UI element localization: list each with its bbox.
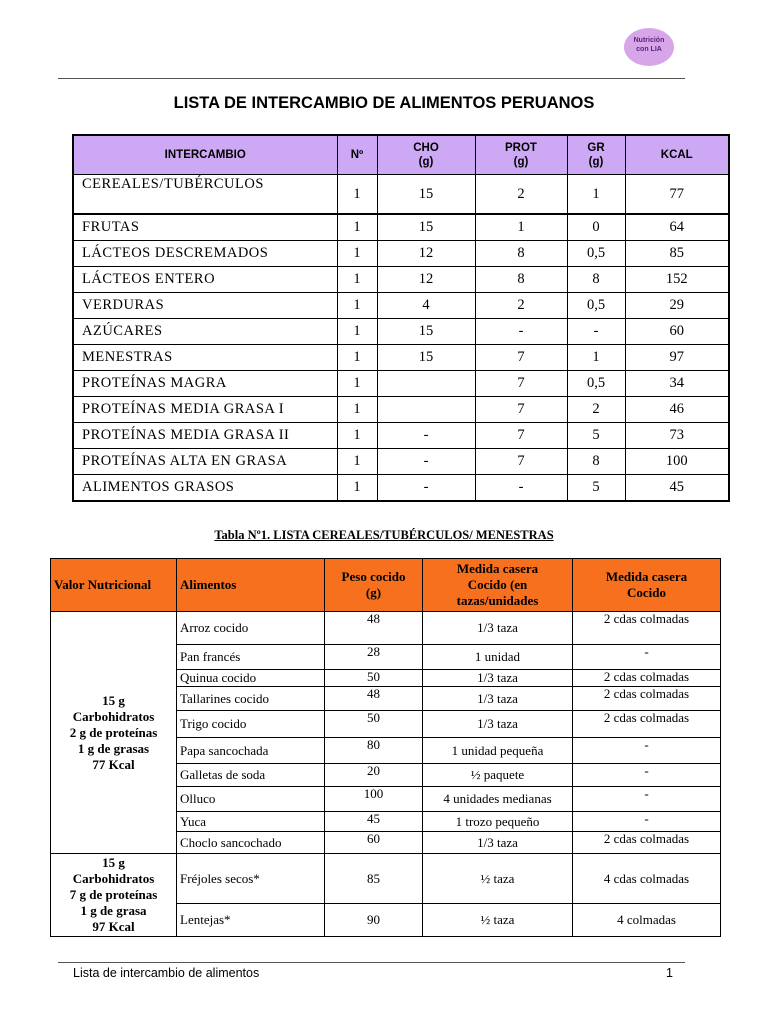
cell-prot: 2 bbox=[475, 293, 567, 319]
cell-line: Medida casera bbox=[456, 561, 539, 576]
cell-gr: 0,5 bbox=[567, 293, 625, 319]
cereal-header-row bbox=[51, 559, 721, 612]
cell-num: 1 bbox=[337, 449, 377, 475]
cell-peso: 80 bbox=[325, 738, 423, 764]
cell-cho: - bbox=[377, 423, 475, 449]
header-intercambio: INTERCAMBIO bbox=[73, 135, 337, 175]
cell-food: Lentejas* bbox=[177, 904, 325, 937]
cell-line: Carbohidratos bbox=[72, 871, 155, 886]
cell-cho: 12 bbox=[377, 241, 475, 267]
cell-kcal: 77 bbox=[625, 175, 729, 215]
table-row bbox=[73, 371, 729, 397]
table-row bbox=[73, 449, 729, 475]
cell-name: CEREALES/TUBÉRCULOS bbox=[73, 175, 337, 215]
cell-cho: 15 bbox=[377, 175, 475, 215]
header-rule bbox=[58, 78, 685, 79]
logo-line-1: Nutrición bbox=[633, 37, 665, 44]
cell-medida2: 2 cdas colmadas bbox=[573, 711, 721, 738]
cell-gr: 8 bbox=[567, 449, 625, 475]
cell-peso: 50 bbox=[325, 711, 423, 738]
cell-name: ALIMENTOS GRASOS bbox=[73, 475, 337, 502]
cell-medida: 1/3 taza bbox=[423, 711, 573, 738]
header-gr bbox=[567, 135, 625, 175]
cell-line: 1 g de grasas bbox=[77, 740, 150, 756]
table-row bbox=[73, 319, 729, 345]
cell-medida: 1/3 taza bbox=[423, 612, 573, 645]
cell-food: Choclo sancochado bbox=[177, 832, 325, 854]
cell-cho: - bbox=[377, 475, 475, 502]
table-row bbox=[73, 175, 729, 215]
cell-kcal: 34 bbox=[625, 371, 729, 397]
cell-kcal: 29 bbox=[625, 293, 729, 319]
cell-kcal: 100 bbox=[625, 449, 729, 475]
caption-text: Tabla Nº1. LISTA CEREALES/TUBÉRCULOS/ MENESTRAS bbox=[214, 528, 554, 542]
cell-medida2: 2 cdas colmadas bbox=[573, 832, 721, 854]
cell-medida: ½ taza bbox=[423, 854, 573, 904]
cell-peso: 100 bbox=[325, 787, 423, 812]
cell-peso: 20 bbox=[325, 764, 423, 787]
cell-medida2: - bbox=[573, 787, 721, 812]
cell-cho: - bbox=[377, 449, 475, 475]
cell-gr: - bbox=[567, 319, 625, 345]
cell-num: 1 bbox=[337, 397, 377, 423]
table-row bbox=[73, 293, 729, 319]
exchange-header-row bbox=[73, 135, 729, 175]
cell-cho: 15 bbox=[377, 319, 475, 345]
cell-line: Medida casera bbox=[605, 569, 688, 584]
cell-line: 2 g de proteínas bbox=[69, 724, 158, 740]
cell-line: tazas/unidades bbox=[456, 593, 539, 608]
cell-line: Peso cocido bbox=[341, 569, 406, 584]
cell-cho: 15 bbox=[377, 214, 475, 241]
table-row bbox=[51, 612, 721, 645]
cell-num: 1 bbox=[337, 293, 377, 319]
table-row bbox=[73, 345, 729, 371]
cell-name: PROTEÍNAS MAGRA bbox=[73, 371, 337, 397]
cell-line: (g) bbox=[588, 156, 604, 168]
cell-peso: 50 bbox=[325, 670, 423, 687]
cell-line: (g) bbox=[418, 156, 434, 168]
header-alimentos: Alimentos bbox=[177, 559, 325, 612]
cell-medida2: 4 colmadas bbox=[573, 904, 721, 937]
cell-food: Fréjoles secos* bbox=[177, 854, 325, 904]
cell-kcal: 45 bbox=[625, 475, 729, 502]
cell-medida2: - bbox=[573, 645, 721, 670]
cell-line: GR bbox=[587, 142, 605, 154]
cell-peso: 48 bbox=[325, 612, 423, 645]
header-medida-casera-cocido bbox=[573, 559, 721, 612]
cell-medida2: - bbox=[573, 738, 721, 764]
cell-prot: 7 bbox=[475, 371, 567, 397]
cell-cho bbox=[377, 371, 475, 397]
cell-gr: 0,5 bbox=[567, 241, 625, 267]
cell-prot: 7 bbox=[475, 397, 567, 423]
cell-medida2: 4 cdas colmadas bbox=[573, 854, 721, 904]
cell-kcal: 97 bbox=[625, 345, 729, 371]
header-num: Nº bbox=[337, 135, 377, 175]
cell-num: 1 bbox=[337, 241, 377, 267]
cell-num: 1 bbox=[337, 319, 377, 345]
cell-num: 1 bbox=[337, 475, 377, 502]
cell-cho bbox=[377, 397, 475, 423]
footer-rule bbox=[58, 962, 685, 963]
cell-food: Tallarines cocido bbox=[177, 687, 325, 711]
cell-gr: 5 bbox=[567, 423, 625, 449]
cell-prot: 7 bbox=[475, 345, 567, 371]
cell-food: Olluco bbox=[177, 787, 325, 812]
cell-name: VERDURAS bbox=[73, 293, 337, 319]
cell-cho: 12 bbox=[377, 267, 475, 293]
cell-peso: 85 bbox=[325, 854, 423, 904]
cell-food: Yuca bbox=[177, 812, 325, 832]
cell-medida: 1/3 taza bbox=[423, 687, 573, 711]
cell-prot: 1 bbox=[475, 214, 567, 241]
cell-gr: 2 bbox=[567, 397, 625, 423]
exchange-table bbox=[72, 134, 730, 502]
cell-medida2: 2 cdas colmadas bbox=[573, 687, 721, 711]
cell-gr: 0,5 bbox=[567, 371, 625, 397]
cereal-table bbox=[50, 558, 721, 937]
table-row bbox=[73, 475, 729, 502]
cell-name: FRUTAS bbox=[73, 214, 337, 241]
cell-prot: 7 bbox=[475, 449, 567, 475]
cell-num: 1 bbox=[337, 267, 377, 293]
cell-gr: 8 bbox=[567, 267, 625, 293]
cell-line: 15 g bbox=[102, 692, 125, 708]
cell-medida: ½ paquete bbox=[423, 764, 573, 787]
cell-peso: 28 bbox=[325, 645, 423, 670]
cell-kcal: 60 bbox=[625, 319, 729, 345]
page-number: 1 bbox=[666, 966, 673, 980]
cell-name: LÁCTEOS DESCREMADOS bbox=[73, 241, 337, 267]
cell-food: Pan francés bbox=[177, 645, 325, 670]
cell-name: PROTEÍNAS MEDIA GRASA II bbox=[73, 423, 337, 449]
table-row bbox=[73, 214, 729, 241]
cell-medida: 1 unidad pequeña bbox=[423, 738, 573, 764]
footer-title: Lista de intercambio de alimentos bbox=[73, 966, 260, 980]
cell-name: LÁCTEOS ENTERO bbox=[73, 267, 337, 293]
cell-medida2: - bbox=[573, 812, 721, 832]
cell-kcal: 73 bbox=[625, 423, 729, 449]
cell-food: Quinua cocido bbox=[177, 670, 325, 687]
cell-name: PROTEÍNAS ALTA EN GRASA bbox=[73, 449, 337, 475]
cell-medida2: 2 cdas colmadas bbox=[573, 612, 721, 645]
cell-prot: 2 bbox=[475, 175, 567, 215]
cell-name: MENESTRAS bbox=[73, 345, 337, 371]
cell-prot: - bbox=[475, 319, 567, 345]
header-valor-nutricional: Valor Nutricional bbox=[51, 559, 177, 612]
cell-name: AZÚCARES bbox=[73, 319, 337, 345]
cell-gr: 1 bbox=[567, 175, 625, 215]
table-row bbox=[51, 854, 721, 904]
cell-num: 1 bbox=[337, 371, 377, 397]
cell-medida: 4 unidades medianas bbox=[423, 787, 573, 812]
cell-medida: 1/3 taza bbox=[423, 670, 573, 687]
cell-gr: 5 bbox=[567, 475, 625, 502]
nutricion-con-lia-logo bbox=[624, 28, 674, 66]
cell-line: Cocido bbox=[627, 585, 666, 600]
cell-medida2: 2 cdas colmadas bbox=[573, 670, 721, 687]
table-caption bbox=[0, 528, 768, 543]
cell-line: (g) bbox=[365, 585, 382, 600]
cell-medida: ½ taza bbox=[423, 904, 573, 937]
cell-kcal: 85 bbox=[625, 241, 729, 267]
cell-line: 7 g de proteínas bbox=[69, 887, 158, 902]
cell-num: 1 bbox=[337, 175, 377, 215]
table-row bbox=[73, 241, 729, 267]
cell-medida2: - bbox=[573, 764, 721, 787]
page-title: LISTA DE INTERCAMBIO DE ALIMENTOS PERUANOS bbox=[173, 94, 595, 112]
cell-line: 77 Kcal bbox=[92, 756, 135, 772]
cell-num: 1 bbox=[337, 214, 377, 241]
cell-kcal: 152 bbox=[625, 267, 729, 293]
cell-cho: 15 bbox=[377, 345, 475, 371]
header-medida-casera-tazas bbox=[423, 559, 573, 612]
cell-gr: 0 bbox=[567, 214, 625, 241]
cell-line: CHO bbox=[413, 142, 439, 154]
header-peso-cocido bbox=[325, 559, 423, 612]
cell-line: PROT bbox=[505, 142, 537, 154]
cell-line: Cocido (en bbox=[467, 577, 528, 592]
header-prot bbox=[475, 135, 567, 175]
cell-peso: 48 bbox=[325, 687, 423, 711]
cell-prot: - bbox=[475, 475, 567, 502]
cell-medida: 1 trozo pequeño bbox=[423, 812, 573, 832]
cell-num: 1 bbox=[337, 345, 377, 371]
header-kcal: KCAL bbox=[625, 135, 729, 175]
table-row bbox=[73, 423, 729, 449]
cell-peso: 45 bbox=[325, 812, 423, 832]
table-row bbox=[73, 397, 729, 423]
cell-line: (g) bbox=[513, 156, 529, 168]
cell-line: Carbohidratos bbox=[72, 708, 155, 724]
cell-food: Trigo cocido bbox=[177, 711, 325, 738]
cell-food: Arroz cocido bbox=[177, 612, 325, 645]
cell-num: 1 bbox=[337, 423, 377, 449]
cell-gr: 1 bbox=[567, 345, 625, 371]
cell-peso: 60 bbox=[325, 832, 423, 854]
cell-food: Papa sancochada bbox=[177, 738, 325, 764]
header-cho bbox=[377, 135, 475, 175]
cell-line: 97 Kcal bbox=[92, 919, 135, 934]
group-nutrition-menestras bbox=[51, 854, 177, 937]
cell-kcal: 64 bbox=[625, 214, 729, 241]
cell-food: Galletas de soda bbox=[177, 764, 325, 787]
cell-medida: 1 unidad bbox=[423, 645, 573, 670]
cell-line: 15 g bbox=[102, 855, 125, 870]
cell-cho: 4 bbox=[377, 293, 475, 319]
logo-text bbox=[624, 36, 674, 54]
table-row bbox=[73, 267, 729, 293]
cell-peso: 90 bbox=[325, 904, 423, 937]
cell-kcal: 46 bbox=[625, 397, 729, 423]
cell-name: PROTEÍNAS MEDIA GRASA I bbox=[73, 397, 337, 423]
cell-prot: 7 bbox=[475, 423, 567, 449]
logo-line-2: con LIA bbox=[636, 46, 662, 53]
cell-prot: 8 bbox=[475, 241, 567, 267]
group-nutrition-cereales bbox=[51, 612, 177, 854]
cell-medida: 1/3 taza bbox=[423, 832, 573, 854]
cell-prot: 8 bbox=[475, 267, 567, 293]
cell-line: 1 g de grasa bbox=[80, 903, 147, 918]
